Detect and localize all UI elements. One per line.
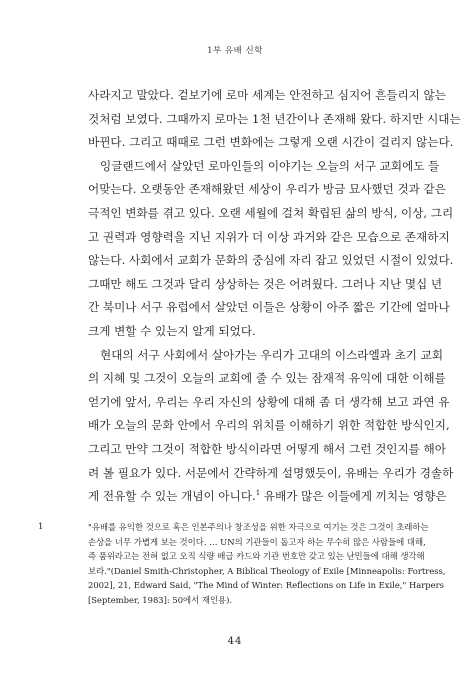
footnote-number: 1 xyxy=(38,522,44,532)
footnote-line-6: [September, 1983]: 50에서 재인용). xyxy=(88,594,233,605)
footnote-reference[interactable]: 1 xyxy=(255,489,261,498)
paragraph-3-line-7-tail: 유배가 많은 이들에게 끼치는 영향은 xyxy=(260,489,447,504)
paragraph-2-line-7: 간 북미나 서구 유럽에서 살았던 이들은 상황이 아주 짧은 기간에 얼마나 xyxy=(88,300,450,315)
page-number: 44 xyxy=(227,636,243,647)
footnote-line-3: 즉 품위라고는 전혀 없고 오직 식량 배급 카드와 기관 번호만 갖고 있는 난민들에 대해 생각해 xyxy=(88,551,425,561)
paragraph-3-line-1: 현대의 서구 사회에서 살아가는 우리가 고대의 이스라엘과 초기 교회 xyxy=(100,347,444,362)
paragraph-2-line-5: 않는다. 사회에서 교회가 문화의 중심에 자리 잡고 있었던 시절이 있었다. xyxy=(88,253,454,268)
paragraph-3-line-4: 배가 오늘의 문화 안에서 우리의 위치를 이해하기 위한 적합한 방식인지, xyxy=(88,418,450,433)
paragraph-2-line-1: 잉글랜드에서 살았던 로마인들의 이야기는 오늘의 서구 교회에도 들 xyxy=(100,158,440,173)
footnote-line-5: 2002], 21, Edward Said, "The Mind of Winter: Reflections on Life in Exile," Harpers xyxy=(88,580,444,590)
footnote-line-4: 보라."(Daniel Smith-Christopher, A Biblical Theology of Exile [Minneapolis: Fortress, xyxy=(88,565,446,576)
paragraph-2-line-8: 크게 변할 수 있는지 알게 되었다. xyxy=(88,323,256,338)
paragraph-3-line-7-text: 게 전유할 수 있는 개념이 아니다. xyxy=(88,489,256,504)
paragraph-2-line-2: 어맞는다. 오랫동안 존재해왔던 세상이 우리가 방금 묘사했던 것과 같은 xyxy=(88,182,446,197)
paragraph-3-line-3: 얻기에 앞서, 우리는 우리 자신의 상황에 대해 좀 더 생각해 보고 과연 유 xyxy=(88,394,450,409)
running-head: 1부 유배 신학 xyxy=(207,46,263,56)
paragraph-3-line-5: 그리고 만약 그것이 적합한 방식이라면 어떻게 해서 그런 것인지를 해아 xyxy=(88,441,446,456)
paragraph-3-line-6: 려 볼 필요가 있다. 서문에서 간략하게 설명했듯이, 유배는 우리가 경솔하 xyxy=(88,465,454,480)
paragraph-2-line-4: 고 권력과 영향력을 지닌 지위가 더 이상 과거와 같은 모습으로 존재하지 xyxy=(88,229,450,244)
footnote-line-2: 손상을 너무 가볍게 보는 것이다. … UN의 기관들이 돕고자 하는 무수히 많은 사람들에 대해, xyxy=(88,536,426,547)
paragraph-2-line-6: 그때만 해도 그것과 달리 상상하는 것은 어려웠다. 그러나 지난 몇십 년 xyxy=(88,276,443,291)
body-text xyxy=(88,84,461,509)
paragraph-1-line-3: 바뀐다. 그리고 때때로 그런 변화에는 그렇게 오랜 시간이 걸리지 않는다. xyxy=(88,135,454,150)
paragraph-1-line-1: 사라지고 말았다. 겉보기에 로마 세계는 안전하고 심지어 흔들리지 않는 xyxy=(88,88,446,102)
footnote xyxy=(38,520,446,607)
paragraph-2-line-3: 극적인 변화를 겪고 있다. 오랜 세월에 걸쳐 확립된 삶의 방식, 이상, 그리 xyxy=(88,205,454,220)
paragraph-1-line-2: 것처럼 보였다. 그때까지 로마는 1천 년간이나 존재해 왔다. 하지만 시대는 xyxy=(88,111,461,126)
footnote-line-1: "유배를 유익한 것으로 혹은 인본주의나 창조성을 위한 자극으로 여기는 것은 그것이 초래하는 xyxy=(88,522,429,532)
paragraph-3-line-7 xyxy=(88,485,447,509)
paragraph-3-line-2: 의 지혜 및 그것이 오늘의 교회에 줄 수 있는 잠재적 유익에 대한 이해를 xyxy=(88,371,446,386)
